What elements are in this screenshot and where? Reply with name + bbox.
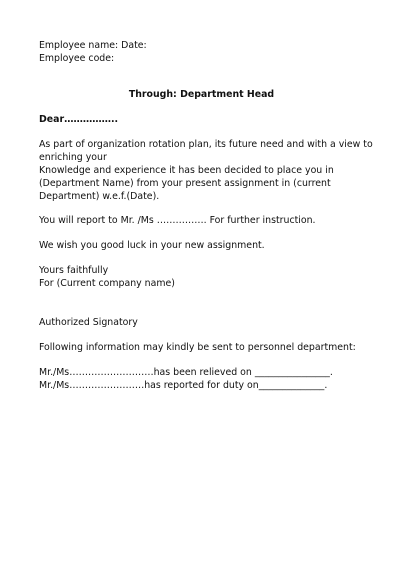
relieved-line: Mr./Ms………………………has been relieved on ________________. xyxy=(39,367,333,378)
closing-company: For (Current company name) xyxy=(39,278,175,289)
through-heading: Through: Department Head xyxy=(128,89,275,100)
reported-line: Mr./Ms……………………has reported for duty on______________. xyxy=(39,380,328,391)
authorized-signatory: Authorized Signatory xyxy=(39,317,138,328)
paragraph-line: (Department Name) from your present assignment in (current xyxy=(39,178,331,189)
employee-name-line: Employee name: Date: xyxy=(39,40,147,51)
report-to-line: You will report to Mr. /Ms ……………. For further instruction. xyxy=(39,215,316,226)
paragraph-line: Department) w.e.f.(Date). xyxy=(39,191,160,202)
salutation: Dear…………….. xyxy=(39,114,119,125)
good-luck-line: We wish you good luck in your new assignment. xyxy=(39,240,265,251)
info-line: Following information may kindly be sent to personnel department: xyxy=(39,342,356,353)
paragraph-line: As part of organization rotation plan, its future need and with a view to xyxy=(39,139,373,150)
employee-code-line: Employee code: xyxy=(39,53,115,64)
paragraph-line: enriching your xyxy=(39,152,107,163)
closing-yours: Yours faithfully xyxy=(39,265,109,276)
paragraph-line: Knowledge and experience it has been decided to place you in xyxy=(39,165,334,176)
